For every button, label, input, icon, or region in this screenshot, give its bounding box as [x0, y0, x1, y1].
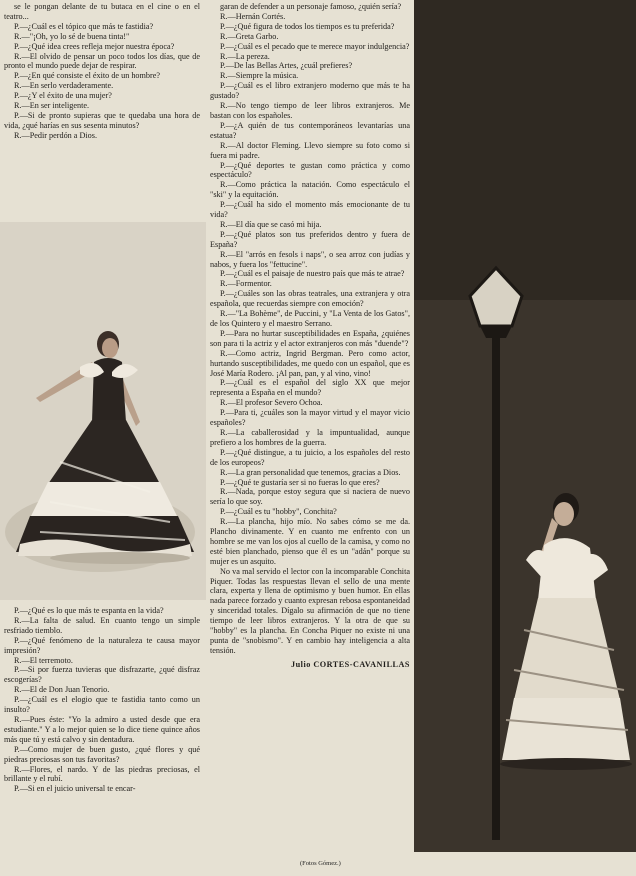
paragraph: No va mal servido el lector con la incomparable Conchita Piquer. Todas las respuestas llevan el sello de una mente clara, experta y llena de optimismo y buen humor. En ellas nada parece forzado y cuanto expresan rebosa espontaneidad y sinceridad totales. Dígalo su afirmación de que no tiene tiempo de leer libros extranjeros. Y la otra de que su "hobby" es la plancha. En Concha Piquer no existe ni una punta de "snobismo". Y en cambio hay inteligencia a alta tensión. [210, 566, 410, 655]
paragraph: P.—¿Qué fenómeno de la naturaleza te causa mayor impresión? [4, 635, 200, 655]
column-left-top [4, 2, 200, 141]
paragraph: R.—En serlo verdaderamente. [14, 81, 114, 91]
paragraph: se le pongan delante de tu butaca en el cine o en el teatro... [4, 2, 200, 21]
paragraph: R.—Siempre la música. [220, 71, 299, 81]
paragraph: R.—Hernán Cortés. [220, 11, 286, 21]
paragraph: P.—¿Qué es lo que más te espanta en la vida? [14, 606, 164, 615]
paragraph: P.—¿Cuáles son las obras teatrales, una extranjera y otra española, que recuerdas siempre con emoción? [210, 289, 410, 309]
paragraph: R.—El "arrós en fesols i naps", o sea arroz con judías y nabos, y fuera los "fettucine". [210, 249, 410, 269]
paragraph: P.—Para no hurtar susceptibilidades en España, ¿quiénes son para ti la actriz y el actor extranjeros con más "duende"? [210, 328, 410, 348]
paragraph: P.—¿Cuál es el libro extranjero moderno que más te ha gustado? [210, 81, 410, 101]
paragraph: R.—En ser inteligente. [14, 101, 90, 111]
paragraph: P.—¿Qué figura de todos los tiempos es tu preferida? [220, 21, 395, 31]
paragraph: P.—Si en el juicio universal te encar- [14, 784, 136, 794]
paragraph: P.—¿Cuál es el tópico que más te fastidia? [14, 21, 154, 31]
paragraph: R.—El de Don Juan Tenorio. [14, 685, 110, 695]
paragraph: P.—¿En qué consiste el éxito de un hombre? [14, 71, 160, 81]
paragraph: P.—¿Cuál es el pecado que te merece mayor indulgencia? [220, 41, 410, 51]
paragraph: R.—La falta de salud. En cuanto tengo un simple resfriado tiemblo. [4, 615, 200, 635]
paragraph: R.—Como actriz, Ingrid Bergman. Pero como actor, hurtando susceptibilidades, me quedo con un español, que es José María Rodero. ¡Al pan, pan, y al vino, vino! [210, 348, 410, 378]
paragraph: P.—De las Bellas Artes, ¿cuál prefieres? [220, 61, 353, 71]
paragraph: P.—¿Qué distingue, a tu juicio, a los españoles del resto de los europeos? [210, 447, 410, 467]
paragraph: R.—Greta Garbo. [220, 31, 279, 41]
paragraph: P.—¿Cuál es el español del siglo XX que mejor representa a España en el mundo? [210, 378, 410, 398]
paragraph: R.—La plancha, hijo mío. No sabes cómo se me da. Plancho divinamente. Y en cuanto me enfrento con un hombre se me van los ojos al cuello de la camisa, y como no esté bien planchado, pienso que él es un "adán" porque su mujer es un asquito. [210, 517, 410, 566]
paragraph: garan de defender a un personaje famoso, ¿quién sería? [220, 2, 402, 11]
paragraph: P.—Si por fuerza tuvieras que disfrazarte, ¿qué disfraz escogerías? [4, 665, 200, 685]
paragraph: R.—El olvido de pensar un poco todos los días, que de pronto el mundo puede dejar de respirar. [4, 51, 200, 71]
paragraph: R.—No tengo tiempo de leer libros extranjeros. Me bastan con los españoles. [210, 101, 410, 120]
paragraph: R.—Al doctor Fleming. Llevo siempre su foto como si fuera mi padre. [210, 140, 410, 160]
paragraph: R.—Pedir perdón a Dios. [14, 130, 98, 140]
dancer-photo-left [0, 222, 206, 600]
paragraph: P.—¿Cuál ha sido el momento más emocionante de tu vida? [210, 200, 410, 220]
author-signature: Julio CORTES-CAVANILLAS [291, 659, 410, 669]
paragraph: R.—Nada, porque estoy segura que si naciera de nuevo sería lo que soy. [210, 487, 410, 507]
paragraph: R.—El profesor Severo Ochoa. [220, 398, 323, 408]
photo-credit: (Fotos Gómez.) [300, 860, 341, 867]
dancer-photo-right [414, 0, 636, 852]
paragraph: P.—Para ti, ¿cuáles son la mayor virtud y el mayor vicio españoles? [210, 408, 410, 428]
paragraph: P.—¿Qué te gustaría ser si no fueras lo que eres? [220, 477, 380, 487]
paragraph: P.—¿Qué platos son tus preferidos dentro y fuera de España? [210, 229, 410, 249]
paragraph: P.—Como mujer de buen gusto, ¿qué flores y qué piedras preciosas son tus favoritas? [4, 744, 200, 764]
paragraph: P.—¿Qué deportes te gustan como práctica y como espectáculo? [210, 160, 410, 180]
paragraph: R.—Como práctica la natación. Como espectáculo el "ski" y la equitación. [210, 180, 410, 200]
paragraph: R.—Formentor. [220, 279, 272, 289]
paragraph: P.—¿A quién de tus contemporáneos levantarías una estatua? [210, 120, 410, 140]
paragraph: R.—"¡Oh, yo lo sé de buena tinta!" [14, 31, 130, 41]
paragraph: P.—¿Y el éxito de una mujer? [14, 91, 112, 101]
column-middle [210, 2, 410, 670]
paragraph: R.—La gran personalidad que tenemos, gracias a Dios. [220, 467, 401, 477]
paragraph: P.—¿Qué idea crees refleja mejor nuestra época? [14, 41, 175, 51]
paragraph: R.—"La Bohème", de Puccini, y "La Venta de los Gatos", de los Quintero y el maestro Serrano. [210, 309, 410, 328]
paragraph: R.—Flores, el nardo. Y de las piedras preciosas, el brillante y el rubí. [4, 764, 200, 784]
paragraph: P.—¿Cuál es el elogio que te fastidia tanto como un insulto? [4, 695, 200, 715]
paragraph: R.—El terremoto. [14, 655, 73, 665]
column-left-bottom [4, 606, 200, 794]
paragraph: P.—¿Cuál es tu "hobby", Conchita? [220, 507, 337, 517]
paragraph: R.—La caballerosidad y la impuntualidad, aunque prefiero a los hombres de la guerra. [210, 427, 410, 447]
paragraph: P.—Si de pronto supieras que te quedaba una hora de vida, ¿qué harías en sus sesenta minutos? [4, 110, 200, 130]
paragraph: R.—La pereza. [220, 51, 270, 61]
paragraph: P.—¿Cuál es el paisaje de nuestro país que más te atrae? [220, 269, 405, 279]
paragraph: R.—Pues éste: "Yo la admiro a usted desde que era estudiante." Y a lo mejor quien se lo dice tiene quince años más que tú y está calvo y sin dentadura. [4, 714, 200, 744]
paragraph: R.—El día que se casó mi hija. [220, 219, 322, 229]
